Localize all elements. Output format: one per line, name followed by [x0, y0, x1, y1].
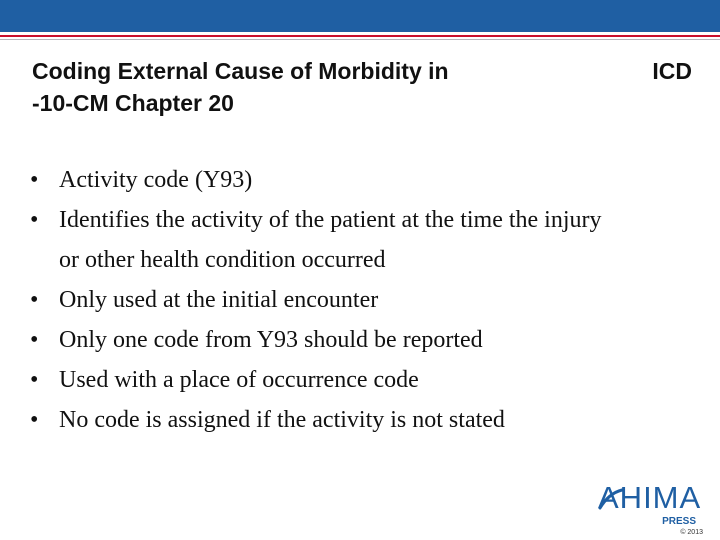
bullet-item — [30, 280, 700, 320]
bullet-dot: • — [30, 287, 39, 313]
bullet-text: Only used at the initial encounter — [59, 287, 379, 313]
bullet-text: Identifies the activity of the patient at the time the injury — [59, 207, 602, 233]
header-bar — [0, 0, 720, 32]
bullet-text: Used with a place of occurrence code — [59, 367, 419, 393]
bullet-dot: • — [30, 167, 39, 193]
divider-line — [0, 39, 720, 40]
bullet-item — [30, 360, 700, 400]
logo-subtitle: PRESS — [662, 516, 696, 527]
logo-wordmark: AHIMA — [598, 480, 702, 515]
bullet-item — [30, 400, 700, 440]
bullet-text: No code is assigned if the activity is not stated — [59, 407, 505, 433]
bullet-item — [30, 320, 700, 360]
title-line-2: -10-CM Chapter 20 — [32, 90, 234, 116]
slide-title — [32, 55, 692, 119]
bullet-text: Activity code (Y93) — [59, 167, 253, 193]
bullet-dot: • — [30, 207, 39, 233]
title-icd: ICD — [652, 58, 692, 84]
bullet-list — [30, 160, 700, 440]
bullet-text: Only one code from Y93 should be reported — [59, 327, 483, 353]
accent-stripe — [0, 35, 720, 37]
bullet-dot: • — [30, 367, 39, 393]
copyright-text: © 2013 — [680, 529, 703, 536]
bullet-item — [30, 200, 700, 280]
bullet-dot: • — [30, 407, 39, 433]
title-line-1: Coding External Cause of Morbidity in — [32, 58, 449, 84]
bullet-dot: • — [30, 327, 39, 353]
bullet-item — [30, 160, 700, 200]
bullet-text-continued: or other health condition occurred — [59, 247, 386, 273]
